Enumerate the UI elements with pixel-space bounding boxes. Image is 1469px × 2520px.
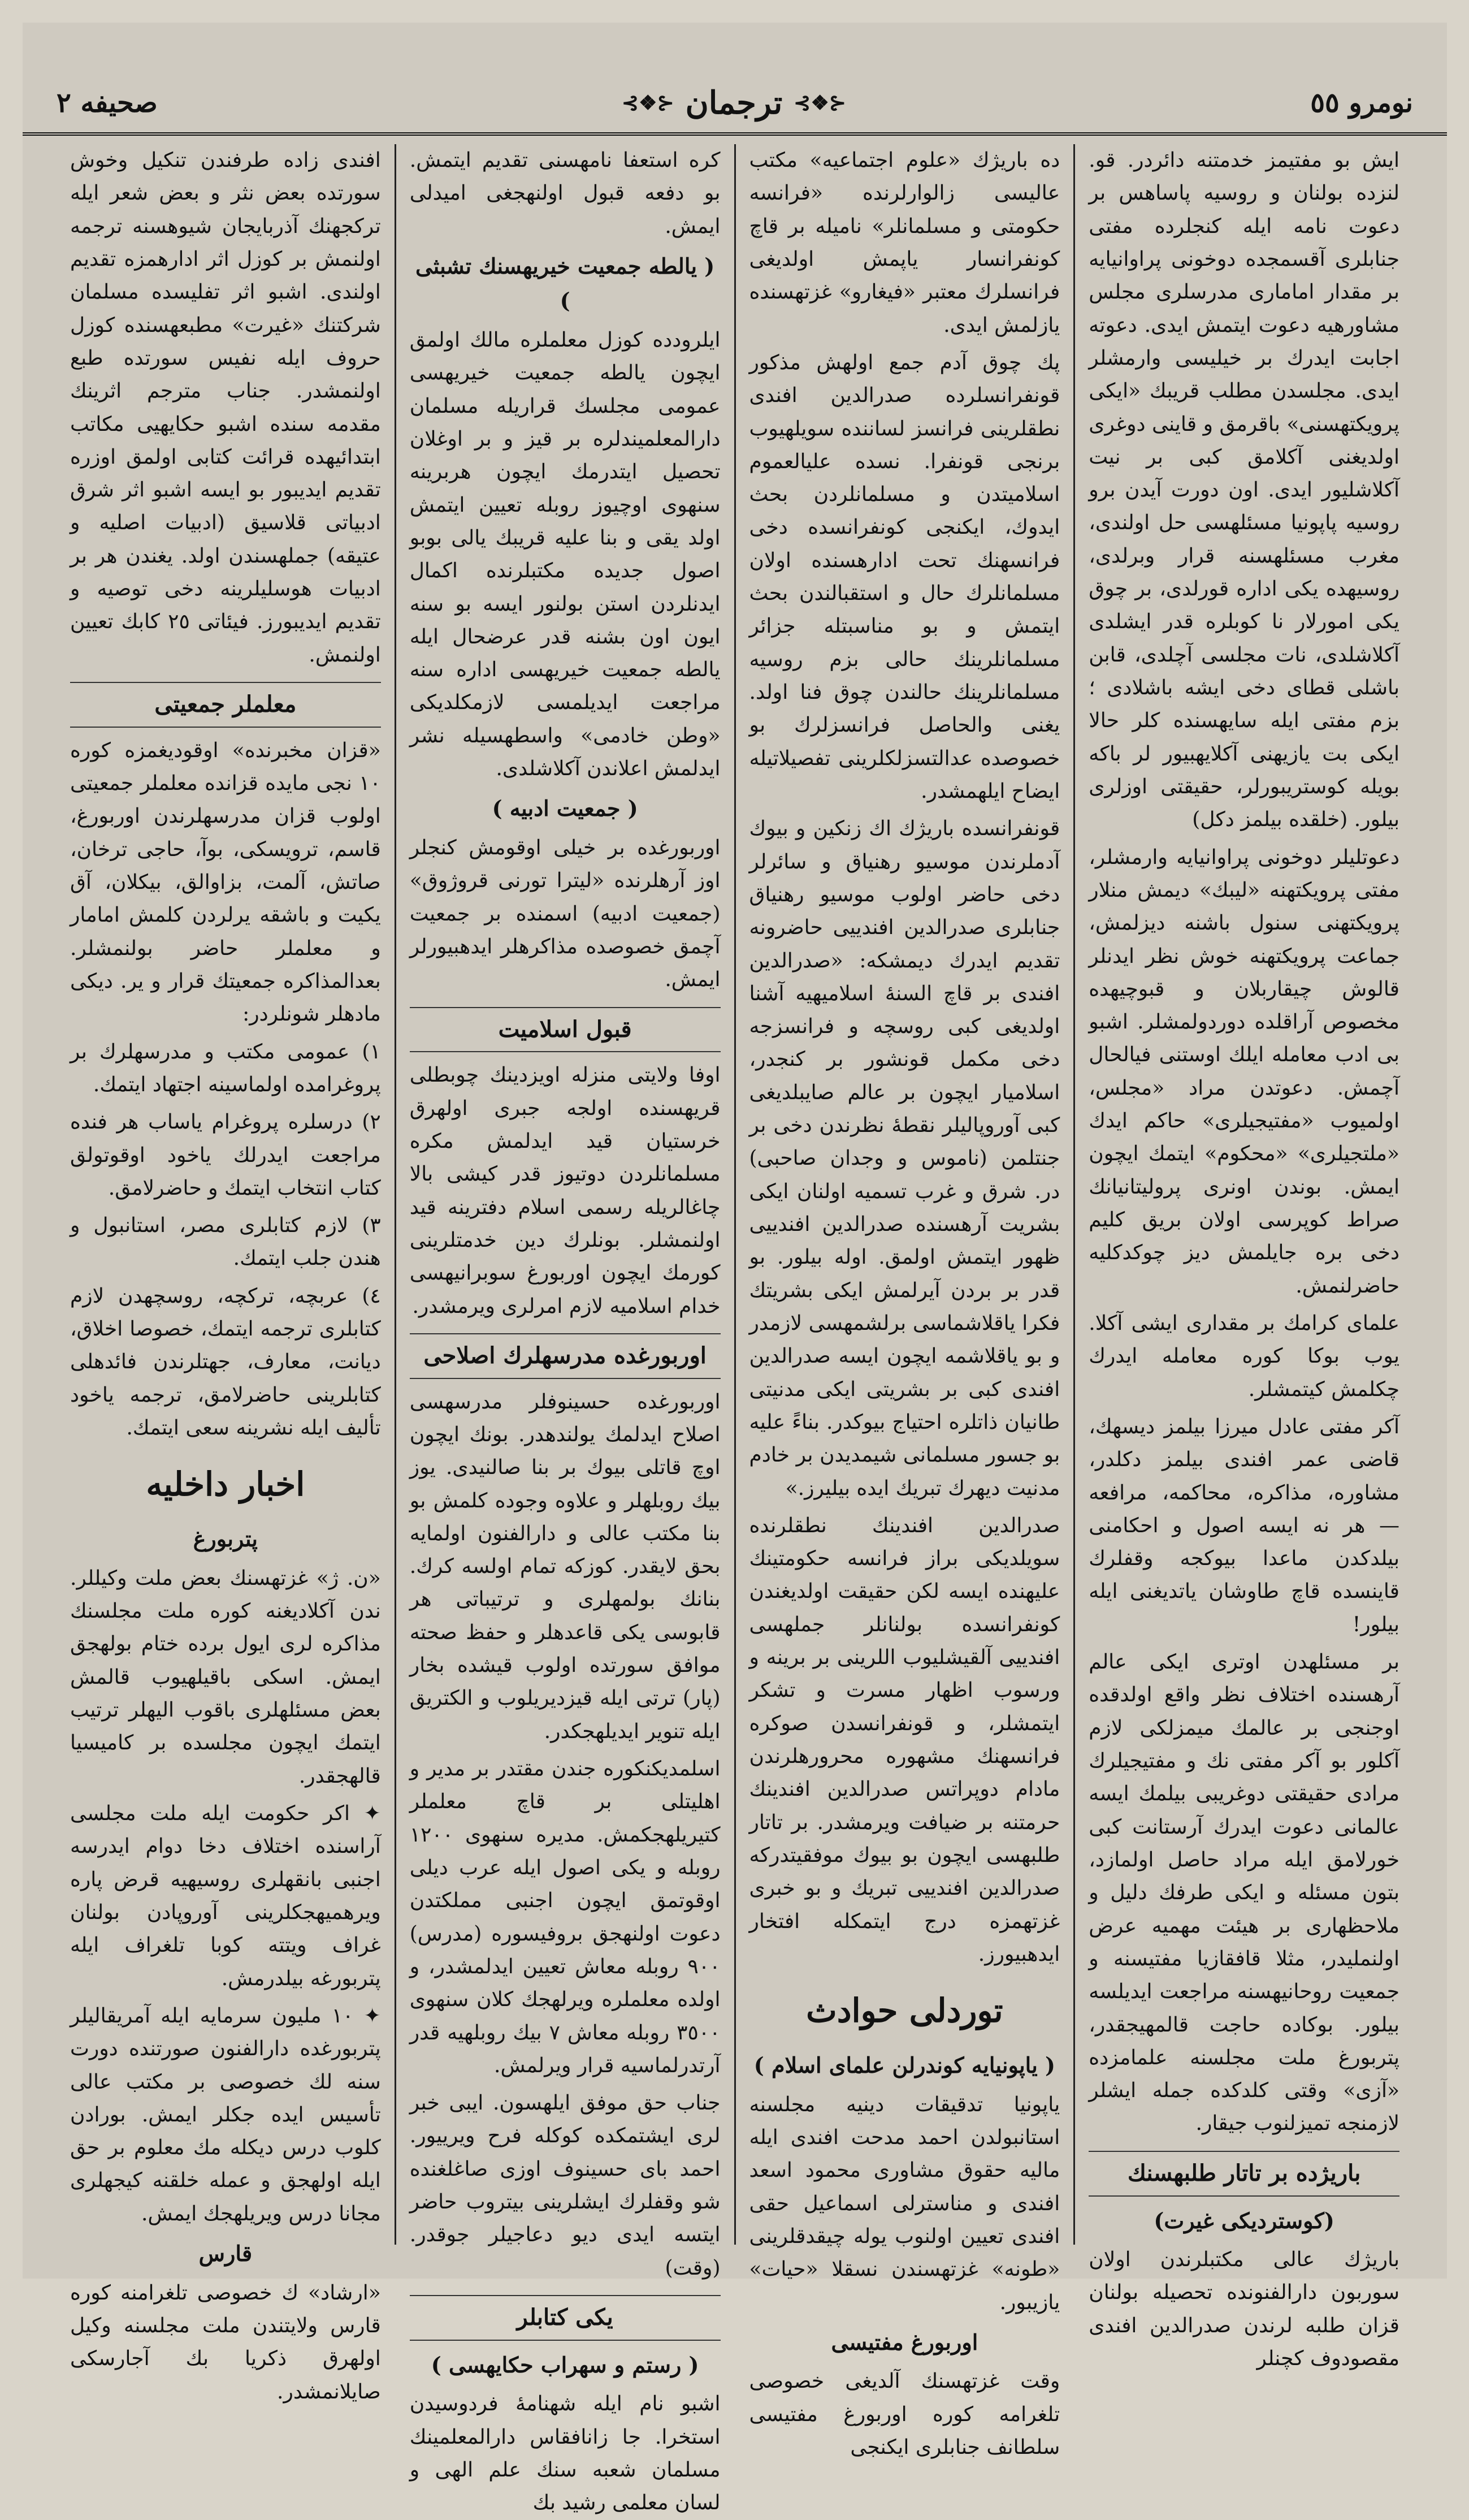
section-heading: اخبار داخلیه — [146, 1465, 305, 1504]
paragraph: بر مسئلهدن اوتری ایکی عالم آرهسنده اختلاف نظر واقع اولدقده اوجنجی بر عالمك میمزلکی لازم آکلور بو آکر مفتی نك و مفتیجیلرك مرادی حقیقتی دوغریبی بیلمك ایسه عالمانی دعوت ایدرك آرستانت کبی خورلامق ایله مراد حاصل اولمازد، بتون مسئله و ایکی طرفك دلیل و ملاحظهاری بر هیئت مهمیه عرض اولنملیدر، مثلا قافقازیا مفتیسنه و جمعیت روحانیهسنه مراجعت ایدیلسه بیلور. بوکاده حاجت قالمهیجقدر، پتربورغ ملت مجلسنه علمامزده «آزی» وقتی کلدکده جمله ایشلر لازمنجه تمیزلنوب جیقار. — [1089, 1650, 1399, 2136]
paragraph: «قزان مخبرنده» اوقودیغمزه کوره ١٠ نجی مایده قزانده معلملر جمعیتی اولوب قزان مدرسهلرندن اوربورغ، قاسم، ترویسکی، بوآ، حاجی ترخان، صاتش، آلمت، بزاوالق، بیکلان، آق یکیت و باشقه یرلردن کلمش امامار و معلملر حاضر بولنمشلر. بعدالمذاکره جمعیتك قرار و ير. دیکی مادهلر شونلردر: — [70, 738, 381, 1026]
paragraph: ٢) درسلره پروغرام یاساب هر فنده مراجعت ایدرلك یاخود اوقوتولق کتاب انتخاب ایتمك و حاضرلامق. — [70, 1110, 381, 1200]
paragraph: علمای کرامك بر مقداری ایشی آکلا. یوب بوکا کوره معامله ایدرك چکلمش کیتمشلر. — [1089, 1311, 1399, 1401]
ornament-icon: ⊰❖⊱ — [622, 91, 674, 115]
paragraph: کره استعفا نامهسنی تقدیم ایتمش. بو دفعه قبول اولنهجغی امیدلی ایمش. — [409, 149, 721, 238]
column-1 — [1073, 144, 1413, 2371]
paragraph: دعوتلیلر دوخونی پراوانیایه وارمشلر، مفتی پرویکتهنه «لیبك» دیمش منلار پرویکتهنی سنول باشنه دیزلمش، جماعت پرویکتهنه خوش نظر ایدنلر قالوش چیقاربلان و قبوچیهده مخصوص آراقلده دوردولمشلر. اشبو بی ادب معامله ایلك اوستنی فیالحال آچمش. دعوتدن مراد «مجلس، اولمیوب «مفتیجیلری» حاکم ایدك «ملتجیلری» «محکوم» ایتمك ایچون ایمش. بوندن اونری پرولیتانیانك صراط کوپرسی اولان بریق کلیم دخی بره جایلمش دیز چوکدکلیه حاضرلنمش. — [1089, 845, 1399, 1298]
paragraph: «ارشاد» ك خصوصی تلغرامنه کوره قارس ولایتندن ملت مجلسنه وکیل اولهرق ذکریا بك آجارسکی صایلانمشدر. — [70, 2281, 381, 2404]
column-3 — [395, 144, 734, 2515]
sub-heading: ( رستم و سهراب حکایهسی ) — [431, 2352, 699, 2378]
sub-heading: (کوستردیکی غیرت) — [1154, 2207, 1334, 2233]
paper-title — [622, 84, 846, 122]
paragraph: اشبو نام ایله شهنامهٔ فردوسیدن استخرا. جا زانافقاس دارالمعلمینك مسلمان شعبه سنك علم الهی و لسان معلمی رشید بك — [409, 2392, 721, 2515]
paragraph: ٤) عربچه، ترکچه، روسچهدن لازم کتابلری ترجمه ایتمك، خصوصا اخلاق، دیانت، معارف، جهتلرندن فائدهلی کتابلرینی حاضرلامق، ترجمه یاخود تألیف ایله نشرینه سعی ایتمك. — [70, 1284, 381, 1440]
newspaper-page — [23, 23, 1447, 2515]
paragraph: ✦ اکر حکومت ایله ملت مجلسی آراسنده اختلاف دخا دوام ایدرسه اجنبی بانقهلری روسیهیه قرض پاره ویرهمیهجکلرینی آوروپادن بولنان غراف ویتته کوبا تلغراف ایله پتربورغه بیلدرمش. — [70, 1802, 381, 1990]
page-number: صحیفه ٢ — [57, 87, 158, 119]
sub-heading: ( جمعیت ادبیه ) — [492, 796, 638, 822]
column-2 — [734, 144, 1074, 2460]
paragraph: اوربورغده بر خیلی اوقومش کنجلر اوز آرهلرنده «لیترا تورنی قروژوق» (جمعیت ادبیه) اسمنده بر جمعیت آچمق خصوصده مذاکرهلر ایدهبیورلر ایمش. — [409, 836, 721, 992]
paragraph: یاپونیا تدقیقات دینیه مجلسنه استانبولدن احمد مدحت افندی ایله مالیه حقوق مشاوری محمود اسعد افندی و مناسترلی اسماعیل حقی افندی تعیین اولنوب یوله چیقدقلرینی «طونه» غزتهسندن نسقلا «حیات» یازیبور. — [749, 2093, 1060, 2314]
paragraph: باریژك عالی مکتبلرندن اولان سوربون دارالفنونده تحصیله بولنان قزان طلبه لرندن صدرالدین افندی مقصودوف کچنلر — [1089, 2248, 1399, 2371]
paragraph: پك چوق آدم جمع اولهش مذکور قونفرانسلرده صدرالدین افندی نطقلرینی فرانسز لساننده سویلهیوب برنجی قونفرا. نسده علیالعموم اسلامیتدن و مسلمانلردن بحث ایدوك، ایکنجی کونفرانسده دخی فرانسهنك تحت ادارهسنده اولان مسلمانلرك حال و استقبالندن بحث ایتمش و بو مناسبتله جزائر مسلمانلرینك حالی بزم روسیه مسلمانلرینك حالندن چوق فنا اولد. یغنی والحاصل فرانسزلرك بو خصوصده عدالتسزلکلرینی تفصیلاتیله ایضاح ایلهمشدر. — [749, 351, 1060, 803]
section-heading: اوربورغده مدرسهلرك اصلاحی — [410, 1333, 721, 1379]
sub-heading: ( یاپونیایه کوندرلن علمای اسلام ) — [753, 2052, 1056, 2078]
sub-heading: اوربورغ مفتیسی — [831, 2329, 978, 2355]
section-heading: توردلی حوادث — [806, 1991, 1003, 2030]
paragraph: جناب حق موفق ایلهسون. ایبی خبر لری ایشتمکده کوکله فرح ویرییور. احمد بای حسینوف اوزی صاغلغنده شو وقفلرك ایشلرینی بیتروب حاضر ایتسه ایدی دیو دعاجیلر جوقدر. (وقت) — [409, 2091, 721, 2280]
column-4 — [57, 144, 395, 2404]
columns — [57, 144, 1413, 2515]
section-heading: باریژده بر تاتار طلبهسنك — [1089, 2151, 1399, 2197]
sub-heading: قارس — [198, 2241, 253, 2267]
paragraph: «ن. ژ» غزتهسنك بعض ملت وکیللر. ندن آکلادیغنه کوره ملت مجلسنك مذاکره لری ایول برده ختام بولهجق ایمش. اسکی باقیلهیوب قالمش بعض مسئلهلری باقوب الیهلر ترتیب ایتمك ایچون مجلسده بر کامیسیا قالهجقدر. — [70, 1566, 381, 1788]
paragraph: ده باریژك «علوم اجتماعیه» مکتب عالیسی زالوارلرنده «فرانسه حکومتی و مسلمانلر» نامیله بر قاچ کونفرانسار یاپمش اولدیغی فرانسلرك معتبر «فیغارو» غزتهسنده یازلمش ایدی. — [749, 149, 1060, 337]
paragraph: اوربورغده حسینوفلر مدرسهسی اصلاح ایدلمك یولندهدر. بونك ایچون اوچ قاتلی بیوك بر بنا صالنیدی. یوز بیك روبلهلر و علاوه وجوده کلمش بو بنا مکتب عالی و دارالفنون اولمایه بحق لایقدر. کوزکه تمام اولسه کرك. بنانك بولمهلری و ترتیباتی هر قابوسی یکی قاعدهلر و حفظ صحته موافق سورتده اولوب قیشده بخار (پار) ترتی ایله قیزدیریلوب و الکتریق ایله تنویر ایدیلهجکدر. — [409, 1390, 721, 1743]
section-heading: معلملر جمعیتی — [70, 682, 381, 728]
sub-heading: ( یالطه جمعیت خیریهسنك تشبثی ) — [415, 253, 715, 314]
paragraph: آکر مفتی عادل میرزا بیلمز دیسهك، قاضی عمر افندی بیلمز دکلدر، مشاوره، مذاکره، محاکمه، مرافعه — هر نه ایسه اصول و احکامنی بیلدکدن ماعدا بیوکجه وقفلرك قاینسده قاچ طاوشان یاتدیغنی ایله بیلور! — [1089, 1415, 1399, 1636]
sub-heading: پتربورغ — [193, 1526, 258, 1552]
paragraph: وقت غزتهسنك آلدیغی خصوصی تلغرامه کوره اوربورغ مفتیسی سلطانف جنابلری ایکنجی — [749, 2370, 1060, 2460]
paragraph: اسلمدیکنکوره جندن مقتدر بر مدیر و اهلیتلی بر قاچ معلملر کتیریلهجکمش. مدیره سنهوی ١٢٠٠ روبله و یکی اصول ایله عرب دیلی اوقوتمق ایچون اجنبی مملکتدن دعوت اولنهجق بروفیسوره (مدرس) ٩٠٠ روبله معاش تعیین ایدلمشدر، و اولده معلملره ویرلهجك کلان سنهوی ٣٥٠٠ روبله معاش ٧ بیك روبلهیه قدر آرتدرلماسیه قرار ویرلمش. — [409, 1757, 721, 2077]
paragraph: ایش بو مفتیمز خدمتنه دائردر. قو. لنزده بولنان و روسیه پاساهس بر دعوت نامه ایله کنجلرده مفتی جنابلری آقسمجده دوخونی پراوانیایه بر مقدار امامارى مدرسلرى مجلس مشاورهیه دعوت ایتمش ایدی. دعوته اجابت ایدرك بر خیلیسی وارمشلر ایدی. مجلسدن مطلب قریبك «ایکی پرویکتهسنی» باقرمق و قاینی دوغری اولدیغنی آکلامق کبی بر نیت آکلاشلیور ایدی. اون دورت آیدن برو روسیه پاپونیا مسئلهسی حل اولندی، مغرب مسئلهسنه قرار وبرلدی، روسیهده یکی اداره قورلدی، بر چوق یکی امورلار نا کوبلره قدر ایشلدی آکلاشلدی، نات مجلسی آچلدی، قابن باشلی قطای دخی ایشه باشلادی ؛ بزم مفتی ایله سایهسنده کلر حالا ایکی بت یازیهنی آکلایهبیور لر باکه بویله کوستریبورلر، حقیقتی اوزلری بیلور. (خلقده بیلمز دکل) — [1089, 149, 1399, 832]
paragraph: قونفرانسده باریژك اك زنکین و بیوك آدملرندن موسیو رهنیاق و سائرلر دخی حاضر اولوب موسیو رهنیاق جنابلری صدرالدین افندییی حاضرونه تقدیم ایدرك دیمشکه: «صدرالدین افندی بر قاچ السنهٔ اسلامیهیه آشنا اولدیغی کبی روسچه و فرانسزجه دخی مکمل قونشور بر کنجدر، اسلامیار ایچون بر عالم صایبلدیغی کبی آوروپالیلر نقطهٔ نظرندن دخی بر جنتلمن (ناموس و وجدان صاحبی) در. شرق و غرب تسمیه اولنان ایکی بشریت آرهسنده صدرالدین افندییی ظهور ایتمش اولمق. اوله بیلور. بو قدر بر بردن آیرلمش ایکی بشریتك فکرا یاقلاشماسی برلشمهسی لازمدر و بو یاقلاشمه ایچون ایسه صدرالدین افندی کبی بر بشریتی ایکی مدنیتی طانیان ذاتلره احتیاج بیوکدر. بناءً علیه بو جسور مسلمانی شیمدیدن بر خادم مدنیت دیهرك تبریك ایده بیلیرز.» — [749, 817, 1060, 1500]
section-heading: یکی کتابلر — [410, 2295, 721, 2341]
masthead — [23, 74, 1447, 136]
paragraph: ٣) لازم کتابلری مصر، استانبول و هندن جلب ایتمك. — [70, 1214, 381, 1270]
paragraph: افندی زاده طرفندن تنکیل وخوش سورتده بعض نثر و بعض شعر ایله ترکجهنك آذربایجان شیوهسنه ترجمه اولنمش بر کوزل اثر ادارهمزه تقدیم اولندی. اشبو اثر تفلیسده مسلمان شرکتنك «غیرت» مطبعهسنده کوزل حروف ایله نفیس سورتده طبع اولنمشدر. جناب مترجم اثرینك مقدمه سنده اشبو حکایهیی مکاتب ابتدائیهده قرائت کتابی اولمق اوزره تقدیم ایدیبور بو ایسه اشبو اثر شرق ادبیاتی قلاسیق (ادبیات اصلیه و عتیقه) جملهسندن اولد. یغندن هر بر ادبیات هوسلیلرینه دخی توصیه و تقدیم ایدیبورز. فیئاتی ٢٥ کابك تعیین اولنمش. — [70, 149, 381, 667]
paragraph: ١) عمومی مکتب و مدرسهلرك بر پروغرامده اولماسینه اجتهاد ایتمك. — [70, 1040, 381, 1096]
ornament-icon: ⊰❖⊱ — [794, 91, 846, 115]
paragraph: ایلرودده کوزل معلملره مالك اولمق ایچون یالطه جمعیت خیریهسی عمومی مجلسك قراریله مسلمان دارالمعلمیندلره بر قیز و بر اوغلان تحصیل ایتدرمك ایچون هربرینه سنهوی اوچیوز روبله تعیین ایتمش اولد یقی و بنا علیه قریبك یالی بوبو اصول جدیده مکتبلرنده اکمال ایدنلردن استن بولنور ایسه بو سنه ایون اون بشنه قدر عرضحال ایله یالطه جمعیت خیریهسی اداره سنه مراجعت ایدیلمسی لازمکلدیکی «وطن خادمی» واسطهسیله نشر ایدلمش اعلاندن آکلاشلدی. — [409, 328, 721, 781]
paper-name: ترجمان — [685, 84, 783, 122]
paragraph: ✦ ١٠ ملیون سرمایه ایله آمریقالیلر پتربورغده دارالفنون صورتنده دورت سنه لك خصوصی بر مکتب عالی تأسیس ایده جکلر ایمش. بورادن کلوب درس دیکله مك معلوم بر حق ایله اولهجق و عمله خلقنه کیجهلری مجانا درس ویریلهجك ایمش. — [70, 2004, 381, 2225]
paragraph: صدرالدین افندینك نطقلرنده سویلدیکی براز فرانسه حکومتینك علیهنده ایسه لکن حقیقت اولدیغندن کونفرانسده بولنانلر جملهسی افندییی آلقیشلیوب اللرینی بر برینه و ورسوب اظهار مسرت و تشکر ایتمشلر، و قونفرانسدن صوکره فرانسهنك مشهوره محرورهلرندن مادام دوپراتس صدرالدین افندینك حرمتنه بر ضیافت ویرمشدر. بر تاتار طلبهسی ایچون بو بیوك موفقیتدرکه صدرالدین افندییی تبریك و بو خبری غزتهمزه درج ایتمکله افتخار ایدهبیورز. — [749, 1514, 1060, 1966]
paragraph: اوفا ولایتی منزله اویزدینك چوبطلی قریهسنده اولجه جبری اولهرق خرستیان قید ایدلمش مکره مسلمانلردن دوتیوز قدر کیشی بالا چاغالریله رسمی اسلام دفترینه قید اولنمشلر. بونلرك دین خدمتلرینی کورمك ایچون اوربورغ سوبرانیهسی خدام اسلامیه لازم امرلری ویرمشدر. — [409, 1064, 721, 1318]
issue-number: نومرو ٥٥ — [1310, 87, 1413, 119]
section-heading: قبول اسلامیت — [410, 1007, 721, 1053]
